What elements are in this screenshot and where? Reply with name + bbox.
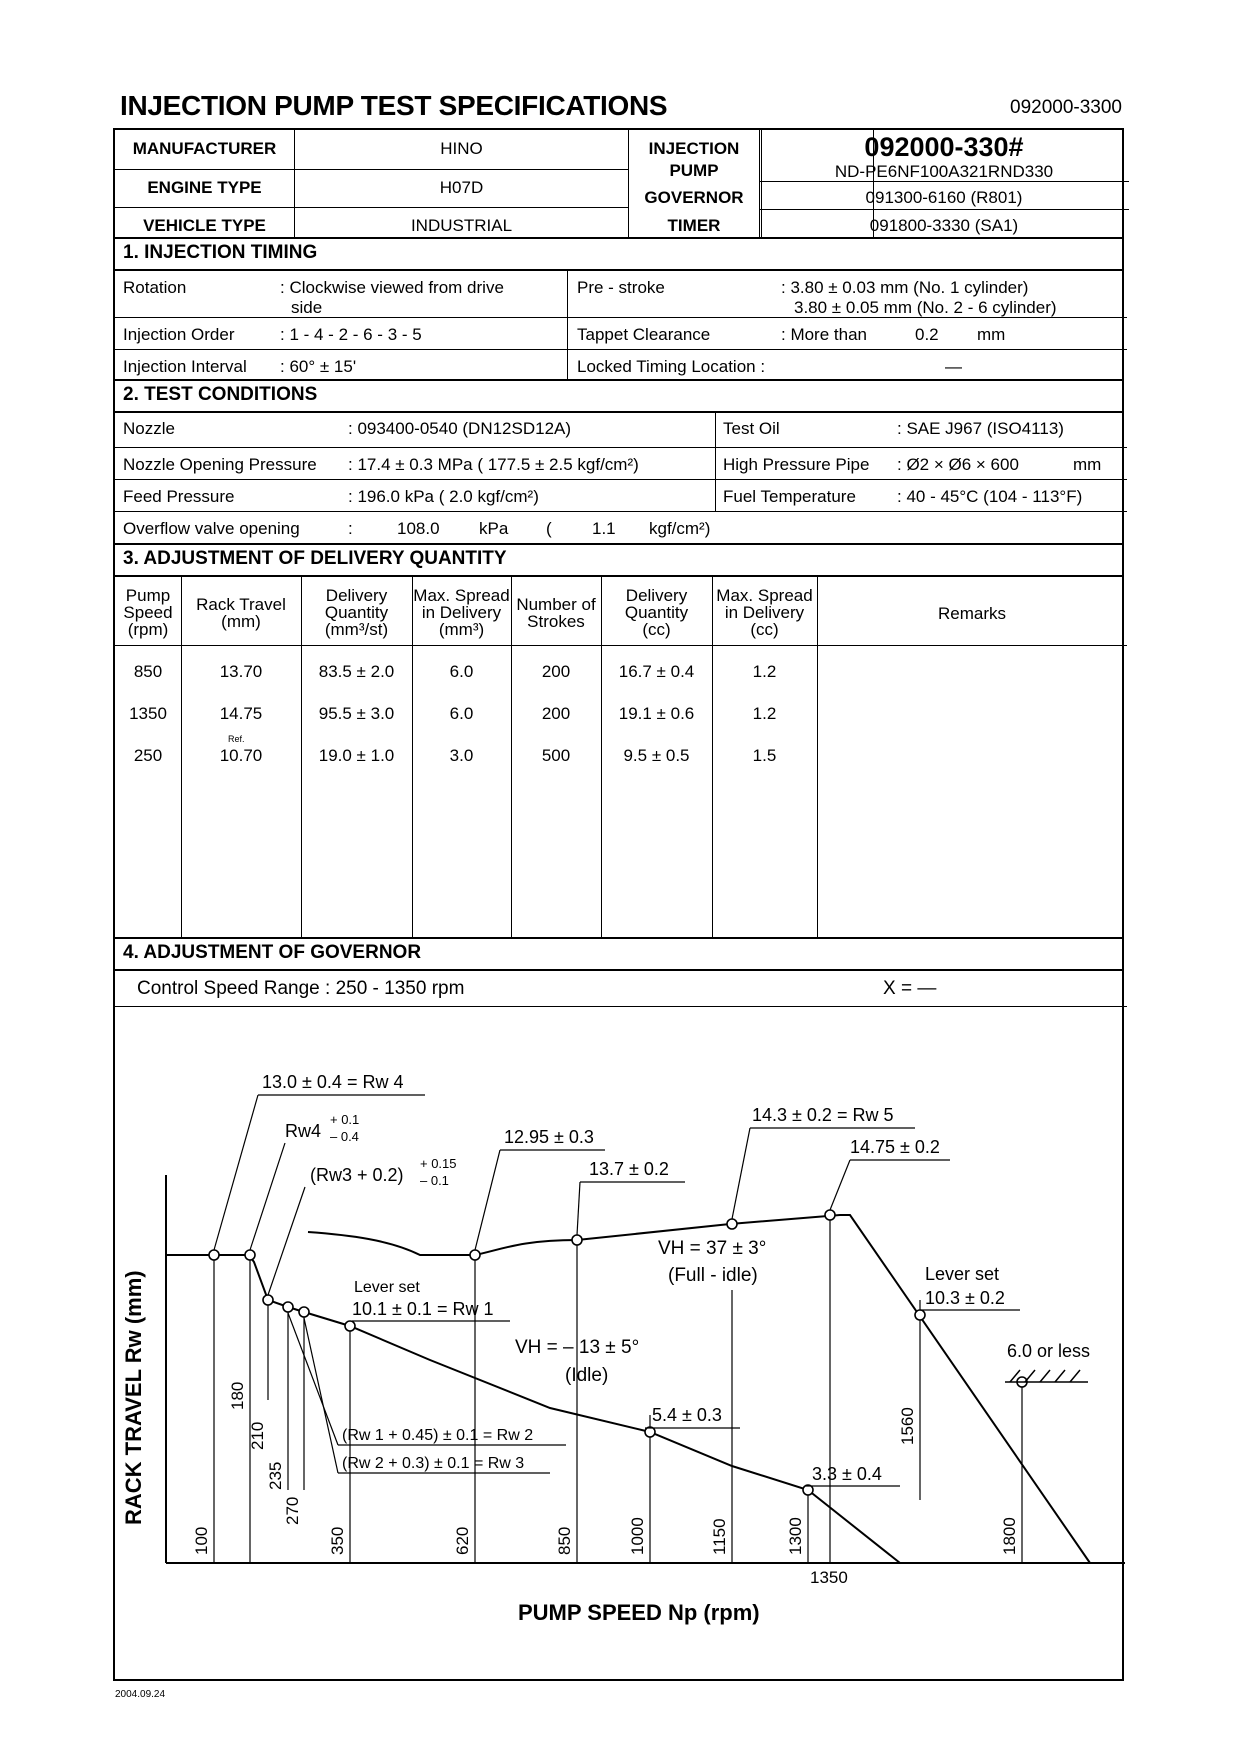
page-title: INJECTION PUMP TEST SPECIFICATIONS bbox=[120, 90, 668, 121]
ann-rw4-minus: – 0.4 bbox=[330, 1129, 359, 1144]
feed-pressure-value: : 196.0 kPa ( 2.0 kgf/cm²) bbox=[348, 487, 539, 506]
ann-vh-idle-sub: (Idle) bbox=[565, 1365, 609, 1386]
col-header-delivery-mm3: Delivery Quantity (mm³/st) bbox=[324, 586, 389, 639]
x-axis-label: PUMP SPEED Np (rpm) bbox=[518, 1600, 760, 1625]
overflow-valve-kgf-unit: kgf/cm²) bbox=[649, 519, 711, 538]
overflow-valve-label: Overflow valve opening bbox=[123, 519, 300, 538]
locked-timing-label: Locked Timing Location : bbox=[577, 357, 766, 376]
injection-interval-label: Injection Interval bbox=[123, 357, 247, 376]
spec-sheet-frame bbox=[113, 128, 1124, 1681]
section-delivery-quantity: 3. ADJUSTMENT OF DELIVERY QUANTITY bbox=[123, 548, 507, 569]
ref-mark: Ref. bbox=[228, 734, 245, 744]
overflow-valve-value: 108.0 bbox=[397, 519, 440, 538]
manufacturer-value: HINO bbox=[440, 139, 483, 158]
ann-rw3b: (Rw 2 + 0.3) ± 0.1 = Rw 3 bbox=[342, 1455, 525, 1472]
injection-pump-label-2: PUMP bbox=[669, 161, 719, 180]
pump-number: 092000-330# bbox=[864, 132, 1024, 162]
ann-5-4: 5.4 ± 0.3 bbox=[652, 1405, 722, 1425]
footer-date: 2004.09.24 bbox=[115, 1689, 166, 1700]
ann-rw2: (Rw 1 + 0.45) ± 0.1 = Rw 2 bbox=[342, 1427, 534, 1444]
ann-vh-idle: VH = – 13 ± 5° bbox=[515, 1337, 640, 1358]
ann-13-7: 13.7 ± 0.2 bbox=[589, 1159, 669, 1179]
nozzle-opening-pressure-value: : 17.4 ± 0.3 MPa ( 177.5 ± 2.5 kgf/cm²) bbox=[348, 455, 639, 474]
section-governor: 4. ADJUSTMENT OF GOVERNOR bbox=[123, 942, 422, 963]
injection-order-value: : 1 - 4 - 2 - 6 - 3 - 5 bbox=[280, 325, 422, 344]
cell-speed: 250 bbox=[133, 746, 163, 765]
high-pressure-pipe-unit: mm bbox=[1073, 455, 1102, 474]
ann-rw1: 10.1 ± 0.1 = Rw 1 bbox=[352, 1299, 494, 1319]
cell-strokes: 200 bbox=[541, 662, 571, 681]
ann-lever-set-right: Lever set bbox=[925, 1264, 1000, 1284]
section-injection-timing: 1. INJECTION TIMING bbox=[123, 242, 318, 263]
overflow-valve-kgf: 1.1 bbox=[592, 519, 616, 538]
feed-pressure-label: Feed Pressure bbox=[123, 487, 235, 506]
test-oil-value: : SAE J967 (ISO4113) bbox=[897, 419, 1064, 438]
ann-14-75: 14.75 ± 0.2 bbox=[850, 1137, 940, 1157]
prestroke-label: Pre - stroke bbox=[577, 278, 665, 297]
cell-max-spread-cc: 1.2 bbox=[752, 704, 777, 723]
cell-delivery-cc: 16.7 ± 0.4 bbox=[618, 662, 695, 681]
col-header-strokes: Number of Strokes bbox=[516, 595, 596, 631]
overflow-valve-unit: kPa bbox=[479, 519, 509, 538]
ann-rw4-plus: + 0.1 bbox=[330, 1112, 360, 1127]
speed-label: 1300 bbox=[786, 1517, 805, 1555]
section-test-conditions: 2. TEST CONDITIONS bbox=[123, 384, 318, 405]
nozzle-value: : 093400-0540 (DN12SD12A) bbox=[348, 419, 572, 438]
injection-interval-value: : 60° ± 15' bbox=[280, 357, 357, 376]
ann-10-3: 10.3 ± 0.2 bbox=[925, 1288, 1005, 1308]
cell-speed: 1350 bbox=[129, 704, 167, 723]
fuel-temperature-value: : 40 - 45°C (104 - 113°F) bbox=[897, 487, 1083, 506]
cell-max-spread-cc: 1.2 bbox=[752, 662, 777, 681]
manufacturer-label: MANUFACTURER bbox=[132, 139, 277, 158]
col-header-rack-travel: Rack Travel (mm) bbox=[196, 595, 286, 631]
overflow-valve-colon: : bbox=[348, 519, 353, 538]
rotation-value: : Clockwise viewed from drive bbox=[280, 278, 504, 297]
high-pressure-pipe-label: High Pressure Pipe bbox=[723, 455, 870, 474]
cell-delivery-cc: 19.1 ± 0.6 bbox=[618, 704, 695, 723]
timer-label: TIMER bbox=[667, 216, 721, 235]
speed-label: 1560 bbox=[898, 1407, 917, 1445]
col-header-delivery-cc: Delivery Quantity (cc) bbox=[624, 586, 689, 639]
ann-rw4: 13.0 ± 0.4 = Rw 4 bbox=[262, 1072, 404, 1092]
prestroke-value-2: 3.80 ± 0.05 mm (No. 2 - 6 cylinder) bbox=[794, 298, 1057, 317]
test-oil-label: Test Oil bbox=[723, 419, 780, 438]
col-header-max-spread-cc: Max. Spread in Delivery (cc) bbox=[716, 586, 813, 639]
ann-6-0: 6.0 or less bbox=[1007, 1341, 1091, 1361]
vehicle-type-value: INDUSTRIAL bbox=[410, 216, 513, 235]
tappet-clearance-label: Tappet Clearance bbox=[577, 325, 711, 344]
injection-pump-label-1: INJECTION bbox=[648, 139, 740, 158]
cell-strokes: 200 bbox=[541, 704, 571, 723]
ann-rw5: 14.3 ± 0.2 = Rw 5 bbox=[752, 1105, 894, 1125]
overflow-valve-paren: ( bbox=[546, 519, 552, 538]
speed-label: 210 bbox=[248, 1421, 267, 1450]
speed-label: 1800 bbox=[1000, 1517, 1019, 1555]
cell-strokes: 500 bbox=[541, 746, 571, 765]
cell-delivery-mm3: 19.0 ± 1.0 bbox=[318, 746, 395, 765]
ann-rw3-plus: + 0.15 bbox=[420, 1156, 457, 1171]
control-speed-range: Control Speed Range : 250 - 1350 rpm bbox=[137, 978, 465, 999]
document-number: 092000-3300 bbox=[1010, 97, 1122, 118]
high-pressure-pipe-value: : Ø2 × Ø6 × 600 bbox=[897, 455, 1019, 474]
cell-rack-travel: 10.70 bbox=[219, 746, 263, 765]
injection-order-label: Injection Order bbox=[123, 325, 235, 344]
speed-label: 620 bbox=[453, 1526, 472, 1555]
cell-delivery-cc: 9.5 ± 0.5 bbox=[623, 746, 690, 765]
cell-rack-travel: 13.70 bbox=[219, 662, 263, 681]
speed-label: 270 bbox=[283, 1496, 302, 1525]
speed-label: 100 bbox=[192, 1526, 211, 1555]
tappet-clearance-value: 0.2 bbox=[915, 325, 939, 344]
cell-delivery-mm3: 83.5 ± 2.0 bbox=[318, 662, 395, 681]
cell-max-spread-mm3: 3.0 bbox=[449, 746, 474, 765]
speed-label: 180 bbox=[228, 1381, 247, 1410]
col-header-remarks: Remarks bbox=[937, 604, 1006, 623]
rotation-label: Rotation bbox=[123, 278, 187, 297]
governor-value: 091300-6160 (R801) bbox=[865, 188, 1023, 207]
rotation-value-cont: side bbox=[291, 298, 323, 317]
cell-delivery-mm3: 95.5 ± 3.0 bbox=[318, 704, 395, 723]
nozzle-opening-pressure-label: Nozzle Opening Pressure bbox=[123, 455, 317, 474]
pump-model: ND-PE6NF100A321RND330 bbox=[834, 162, 1054, 181]
ann-12-95: 12.95 ± 0.3 bbox=[504, 1127, 594, 1147]
nozzle-label: Nozzle bbox=[123, 419, 175, 438]
ann-rw4-tol: Rw4 bbox=[285, 1121, 322, 1141]
ann-vh-full: VH = 37 ± 3° bbox=[658, 1238, 767, 1259]
cell-max-spread-mm3: 6.0 bbox=[449, 704, 474, 723]
col-header-max-spread-mm3: Max. Spread in Delivery (mm³) bbox=[413, 586, 510, 639]
ann-rw3-tol: (Rw3 + 0.2) bbox=[310, 1165, 404, 1185]
ann-vh-full-sub: (Full - idle) bbox=[668, 1265, 758, 1286]
cell-max-spread-mm3: 6.0 bbox=[449, 662, 474, 681]
x-value: X = — bbox=[883, 978, 937, 999]
ann-rw3-minus: – 0.1 bbox=[420, 1173, 449, 1188]
cell-speed: 850 bbox=[133, 662, 163, 681]
engine-type-value: H07D bbox=[439, 178, 484, 197]
speed-label: 350 bbox=[328, 1526, 347, 1555]
speed-label-1350: 1350 bbox=[810, 1568, 848, 1587]
timer-value: 091800-3330 (SA1) bbox=[869, 216, 1019, 235]
tappet-clearance-unit: mm bbox=[977, 325, 1006, 344]
col-header-pump-speed: Pump Speed (rpm) bbox=[123, 586, 173, 639]
vehicle-type-label: VEHICLE TYPE bbox=[143, 216, 266, 235]
speed-label: 1150 bbox=[710, 1518, 729, 1555]
governor-label: GOVERNOR bbox=[644, 188, 744, 207]
engine-type-label: ENGINE TYPE bbox=[147, 178, 262, 197]
prestroke-value-1: : 3.80 ± 0.03 mm (No. 1 cylinder) bbox=[781, 278, 1029, 297]
y-axis-label: RACK TRAVEL Rw (mm) bbox=[121, 1270, 146, 1525]
cell-rack-travel: 14.75 bbox=[219, 704, 263, 723]
tappet-clearance-prefix: : More than bbox=[781, 325, 867, 344]
speed-label: 850 bbox=[555, 1526, 574, 1555]
locked-timing-value: — bbox=[945, 357, 962, 376]
ann-3-3: 3.3 ± 0.4 bbox=[812, 1464, 882, 1484]
speed-label: 235 bbox=[266, 1461, 285, 1490]
cell-max-spread-cc: 1.5 bbox=[752, 746, 777, 765]
speed-label: 1000 bbox=[628, 1517, 647, 1555]
ann-lever-set-left: Lever set bbox=[354, 1279, 420, 1296]
fuel-temperature-label: Fuel Temperature bbox=[723, 487, 856, 506]
